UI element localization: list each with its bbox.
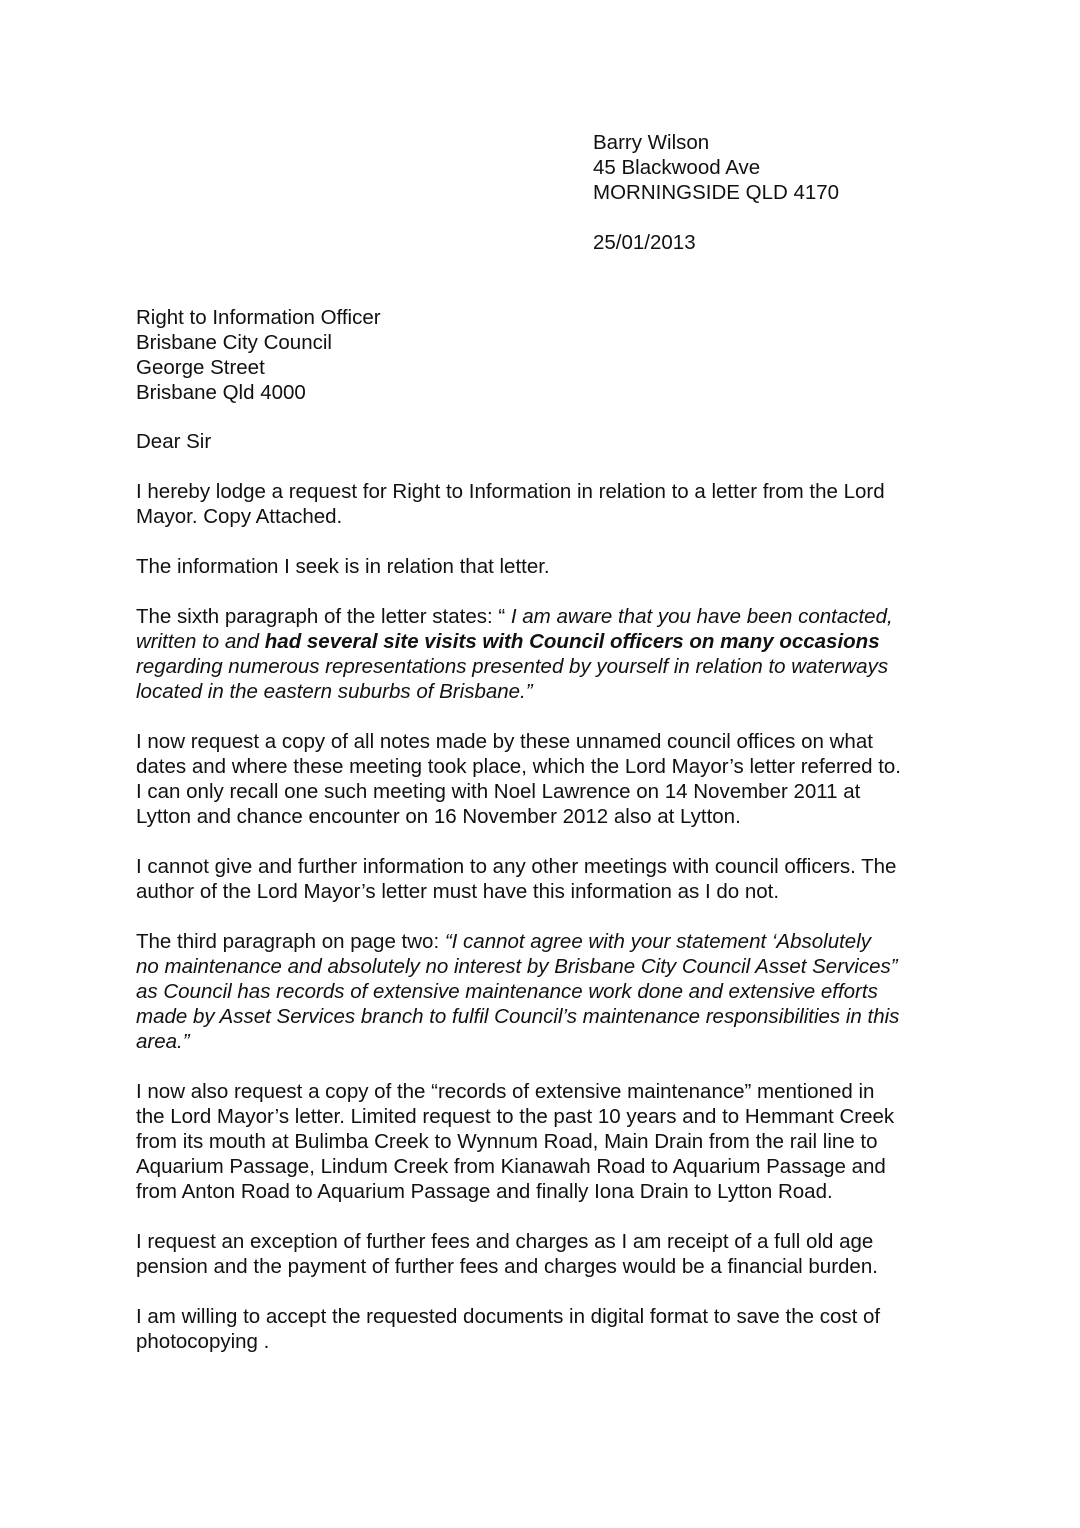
paragraph-1-line-2: Mayor. Copy Attached.: [136, 505, 343, 528]
sender-block: [593, 130, 1013, 255]
paragraph-6-line-1: [136, 929, 966, 954]
paragraph-4: [136, 729, 966, 829]
paragraph-3-quote-line-3: regarding numerous representations presented by yourself in relation to waterways: [136, 655, 889, 678]
paragraph-3-quote-bold: had several site visits with Council officers on many occasions: [264, 630, 880, 653]
paragraph-9-line-2: photocopying .: [136, 1330, 270, 1353]
paragraph-7-line-2: the Lord Mayor’s letter. Limited request to the past 10 years and to Hemmant Creek: [136, 1105, 895, 1128]
paragraph-9-line-1: I am willing to accept the requested documents in digital format to save the cost of: [136, 1305, 881, 1328]
paragraph-5: [136, 854, 966, 904]
paragraph-9: [136, 1304, 966, 1354]
paragraph-4-line-1: I now request a copy of all notes made by these unnamed council offices on what: [136, 730, 873, 753]
paragraph-7: [136, 1079, 966, 1204]
paragraph-6-quote-line-3: as Council has records of extensive maintenance work done and extensive efforts: [136, 980, 878, 1003]
paragraph-5-line-2: author of the Lord Mayor’s letter must have this information as I do not.: [136, 880, 780, 903]
recipient-line-1: Right to Information Officer: [136, 306, 381, 329]
paragraph-5-line-1: I cannot give and further information to any other meetings with council officers. The: [136, 855, 897, 878]
paragraph-1-line-1: I hereby lodge a request for Right to Information in relation to a letter from the Lord: [136, 480, 885, 503]
paragraph-6-intro: The third paragraph on page two:: [136, 930, 445, 953]
paragraph-3-line-2: [136, 629, 966, 654]
paragraph-7-line-4: Aquarium Passage, Lindum Creek from Kianawah Road to Aquarium Passage and: [136, 1155, 886, 1178]
paragraph-3-intro: The sixth paragraph of the letter states: “: [136, 605, 511, 628]
salutation: Dear Sir: [136, 430, 212, 453]
sender-name: Barry Wilson: [593, 131, 710, 154]
recipient-line-2: Brisbane City Council: [136, 331, 332, 354]
recipient-block: [136, 305, 636, 405]
paragraph-7-line-5: from Anton Road to Aquarium Passage and finally Iona Drain to Lytton Road.: [136, 1180, 833, 1203]
paragraph-4-line-2: dates and where these meeting took place, which the Lord Mayor’s letter referred to.: [136, 755, 901, 778]
paragraph-3-quote-start: I am aware that you have been contacted,: [510, 605, 893, 628]
paragraph-6-quote-line-4: made by Asset Services branch to fulfil Council’s maintenance responsibilities in this: [136, 1005, 900, 1028]
paragraph-8-line-1: I request an exception of further fees and charges as I am receipt of a full old age: [136, 1230, 874, 1253]
paragraph-3-quote-italic: written to and: [136, 630, 265, 653]
paragraph-6-line-3: [136, 979, 966, 1004]
sender-street: 45 Blackwood Ave: [593, 156, 761, 179]
paragraph-3-line-3: [136, 654, 966, 679]
paragraph-8-line-2: pension and the payment of further fees and charges would be a financial burden.: [136, 1255, 878, 1278]
paragraph-2-line-1: The information I seek is in relation that letter.: [136, 555, 550, 578]
paragraph-3-line-4: [136, 679, 966, 704]
letter-body: [136, 429, 966, 1379]
recipient-line-3: George Street: [136, 356, 265, 379]
paragraph-6: [136, 929, 966, 1054]
paragraph-3-line-1: [136, 604, 966, 629]
paragraph-7-line-1: I now also request a copy of the “records of extensive maintenance” mentioned in: [136, 1080, 875, 1103]
paragraph-3-quote-line-4: located in the eastern suburbs of Brisbane.”: [136, 680, 533, 703]
paragraph-7-line-3: from its mouth at Bulimba Creek to Wynnum Road, Main Drain from the rail line to: [136, 1130, 878, 1153]
paragraph-2: [136, 554, 966, 579]
letter-date: 25/01/2013: [593, 231, 696, 254]
paragraph-6-quote-line-2: no maintenance and absolutely no interest by Brisbane City Council Asset Services”: [136, 955, 898, 978]
paragraph-1: [136, 479, 966, 529]
paragraph-4-line-3: I can only recall one such meeting with Noel Lawrence on 14 November 2011 at: [136, 780, 861, 803]
paragraph-6-line-2: [136, 954, 966, 979]
paragraph-6-quote-line-5: area.”: [136, 1030, 190, 1053]
recipient-line-4: Brisbane Qld 4000: [136, 381, 306, 404]
sender-suburb: MORNINGSIDE QLD 4170: [593, 181, 840, 204]
paragraph-4-line-4: Lytton and chance encounter on 16 November 2012 also at Lytton.: [136, 805, 741, 828]
paragraph-6-line-5: [136, 1029, 966, 1054]
paragraph-6-quote-start: “I cannot agree with your statement ‘Absolutely: [444, 930, 872, 953]
paragraph-6-line-4: [136, 1004, 966, 1029]
paragraph-3: [136, 604, 966, 704]
paragraph-8: [136, 1229, 966, 1279]
